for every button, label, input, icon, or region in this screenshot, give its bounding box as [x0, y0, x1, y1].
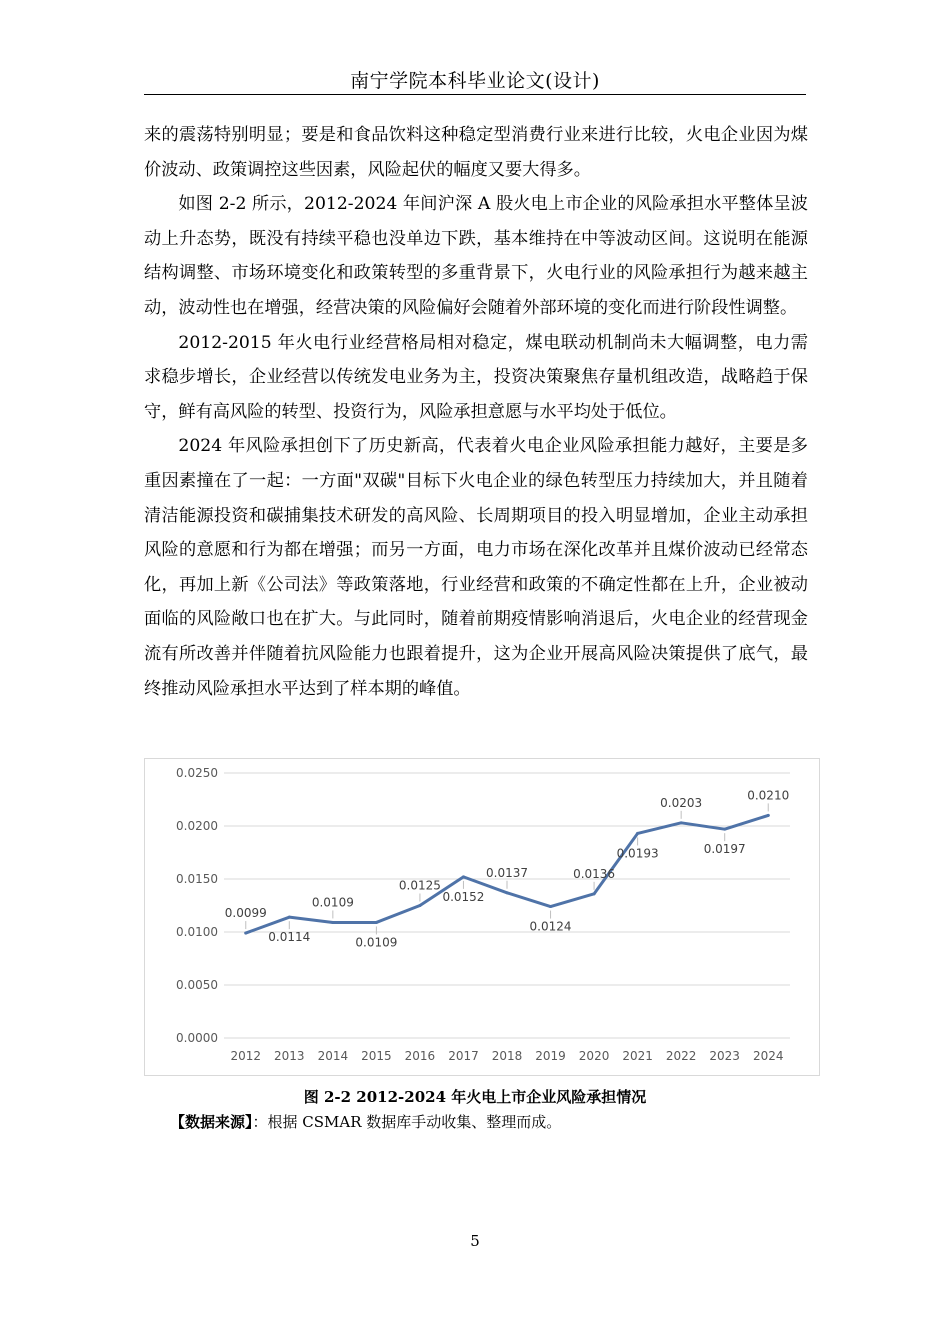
x-tick-label: 2019: [535, 1049, 566, 1063]
paragraph-3: 2012-2015 年火电行业经营格局相对稳定，煤电联动机制尚未大幅调整，电力需求稳步增长，企业经营以传统发电业务为主，投资决策聚焦存量机组改造，战略趋于保守，鲜有高风险的转型、投资行为，风险承担意愿与水平均处于低位。: [144, 332, 808, 422]
x-tick-label: 2015: [361, 1049, 392, 1063]
data-point: [288, 916, 291, 919]
x-tick-label: 2016: [404, 1049, 436, 1063]
y-tick-label: 0.0250: [176, 766, 218, 780]
x-tick-label: 2012: [230, 1049, 262, 1063]
data-point: [462, 875, 465, 878]
data-label: 0.0109: [355, 935, 398, 950]
data-point: [418, 904, 421, 907]
x-tick-label: 2020: [578, 1049, 610, 1063]
x-tick-label: 2024: [752, 1049, 784, 1063]
x-tick-label: 2023: [709, 1049, 740, 1063]
x-tick-label: 2018: [491, 1049, 523, 1063]
data-point: [767, 814, 770, 817]
data-label: 0.0109: [311, 895, 354, 910]
data-point: [331, 921, 334, 924]
data-point: [723, 828, 726, 831]
header-rule: [144, 94, 806, 95]
y-tick-label: 0.0200: [176, 819, 218, 833]
data-label: 0.0193: [616, 846, 659, 861]
data-label: 0.0203: [660, 795, 703, 810]
data-label: 0.0099: [224, 906, 267, 921]
y-tick-label: 0.0100: [176, 925, 218, 939]
y-tick-label: 0.0000: [176, 1031, 218, 1045]
page-number: 5: [470, 1232, 480, 1250]
figure-caption: 图 2-2 2012-2024 年火电上市企业风险承担情况: [303, 1088, 647, 1106]
y-tick-label: 0.0050: [176, 978, 218, 992]
data-label: 0.0210: [747, 788, 790, 803]
data-label: 0.0125: [398, 878, 441, 893]
y-tick-label: 0.0150: [176, 872, 218, 886]
data-label: 0.0152: [442, 889, 485, 904]
data-point: [375, 921, 378, 924]
data-label: 0.0124: [529, 919, 572, 934]
data-source-text: ：根据 CSMAR 数据库手动收集、整理而成。: [252, 1113, 562, 1131]
data-point: [549, 905, 552, 908]
paragraph-2: 如图 2-2 所示，2012-2024 年间沪深 A 股火电上市企业的风险承担水平整体呈波动上升态势，既没有持续平稳也没单边下跌，基本维持在中等波动区间。这说明在能源结构调整、市场环境变化和政策转型的多重背景下，火电行业的风险承担行为越来越主动，波动性也在增强，经营决策的风险偏好会随着外部环境的变化而进行阶段性调整。: [144, 194, 808, 318]
x-tick-label: 2021: [622, 1049, 653, 1063]
body-text: [144, 118, 808, 706]
data-source-label: 【数据来源】: [170, 1113, 253, 1131]
x-tick-label: 2022: [665, 1049, 697, 1063]
data-label: 0.0137: [486, 865, 528, 880]
data-point: [636, 832, 639, 835]
paragraph-4: 2024 年风险承担创下了历史新高，代表着火电企业风险承担能力越好，主要是多重因素撞在了一起：一方面"双碳"目标下火电企业的绿色转型压力持续加大，并且随着清洁能源投资和碳捕集技术研发的高风险、长周期项目的投入明显增加，企业主动承担风险的意愿和行为都在增强；而另一方面，电力市场在深化改革并且煤价波动已经常态化，再加上新《公司法》等政策落地，行业经营和政策的不确定性都在上升，企业被动面临的风险敞口也在扩大。与此同时，随着前期疫情影响消退后，火电企业的经营现金流有所改善并伴随着抗风险能力也跟着提升，这为企业开展高风险决策提供了底气，最终推动风险承担水平达到了样本期的峰值。: [144, 436, 808, 699]
data-source: [170, 1111, 561, 1132]
data-label: 0.0197: [703, 842, 746, 857]
x-tick-label: 2017: [448, 1049, 479, 1063]
x-tick-label: 2014: [317, 1049, 349, 1063]
data-label: 0.0136: [573, 866, 616, 881]
data-point: [244, 932, 247, 935]
data-point: [593, 892, 596, 895]
chart-canvas: [145, 759, 821, 1077]
paragraph-1: 来的震荡特别明显；要是和食品饮料这种稳定型消费行业来进行比较，火电企业因为煤价波动、政策调控这些因素，风险起伏的幅度又要大得多。: [144, 125, 808, 180]
data-point: [680, 821, 683, 824]
x-tick-label: 2013: [274, 1049, 305, 1063]
data-label: 0.0114: [268, 930, 311, 945]
line-chart: [144, 758, 820, 1076]
data-point: [506, 891, 509, 894]
page-header-title: 南宁学院本科毕业论文(设计): [350, 70, 600, 92]
